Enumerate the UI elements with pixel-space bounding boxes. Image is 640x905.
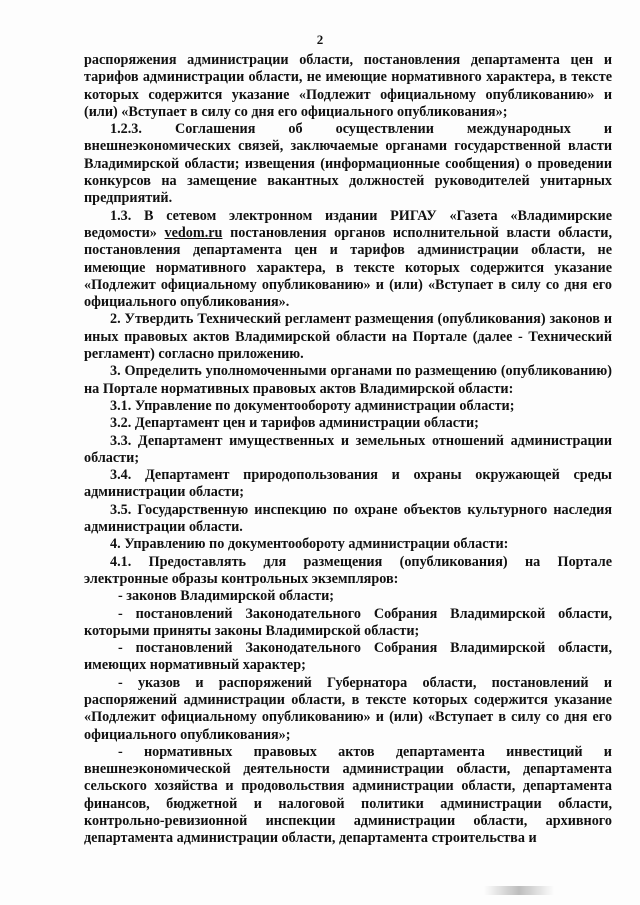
paragraph-4: 4. Управлению по документообороту администрации области: [110,536,509,553]
scan-smudge [484,886,554,895]
paragraph-1-2-3: 1.2.3. Соглашения об осуществлении международных и внешнеэкономических связей, заключаемые органами государственной власти Владимирской области; извещения (информационные сообщения) о проведении конкурсов на замещение вакантных должностей руководителей унитарных предприятий. [84,121,612,207]
paragraph-1-3-prefix: 1.3. В сетевом электронном издании РИГАУ «Газета «Владимирские ведомости» [84,207,612,241]
paragraph-1-3 [84,208,612,312]
paragraph-2: 2. Утвердить Технический регламент размещения (опубликования) законов и иных правовых актов Владимирской области на Портале (далее - Технический регламент) согласно приложению. [84,311,612,363]
list-item-resolutions-normative: - постановлений Законодательного Собрания Владимирской области, имеющих нормативный характер; [84,640,612,674]
list-item-resolutions-laws: - постановлений Законодательного Собрания Владимирской области, которыми приняты законы Владимирской области; [84,605,612,639]
list-item-laws: - законов Владимирской области; [118,588,335,605]
paragraph-3-2: 3.2. Департамент цен и тарифов администрации области; [110,415,479,432]
list-item-decrees: - указов и распоряжений Губернатора области, постановлений и распоряжений администрации области, в тексте которых содержится указание «Подлежит официальному опубликованию» и (или) «Вступает в силу со дня его официального опубликования»; [84,674,612,743]
paragraph-3-4: 3.4. Департамент природопользования и охраны окружающей среды администрации области; [84,467,612,501]
list-item-normative-acts: - нормативных правовых актов департамента инвестиций и внешнеэкономической деятельности администрации области, департамента сельского хозяйства и продовольствия администрации области, департамента финансов, бюджетной и налоговой политики администрации области, контрольно-ревизионной инспекции администрации области, архивного департамента администрации области, департамента строительства и [84,743,612,847]
paragraph-continuation: распоряжения администрации области, постановления департамента цен и тарифов администрации области, не имеющие нормативного характера, в тексте которых содержится указание «Подлежит официальному опубликованию» и (или) «Вступает в силу со дня его официального опубликования»; [84,52,612,120]
paragraph-3: 3. Определить уполномоченными органами по размещению (опубликованию) на Портале нормативных правовых актов Владимирской области: [84,363,612,397]
document-body [84,52,612,848]
paragraph-3-3: 3.3. Департамент имущественных и земельных отношений администрации области; [84,432,612,466]
paragraph-3-1: 3.1. Управление по документообороту администрации области; [110,397,515,414]
paragraph-3-5: 3.5. Государственную инспекцию по охране объектов культурного наследия администрации области. [84,501,612,536]
page-number: 2 [316,32,324,47]
paragraph-4-1: 4.1. Предоставлять для размещения (опубликования) на Портале электронные образы контрольных экземпляров: [84,553,612,587]
vedom-link[interactable]: vedom.ru [164,224,223,241]
paragraph-1-3-text: постановления органов исполнительной власти области, постановления департамента цен и тарифов администрации области, не имеющие нормативного характера, в тексте которых содержится указание «Подлежит официальному опубликованию» и (или) «Вступает в силу со дня его официального опубликования». [84,224,613,311]
